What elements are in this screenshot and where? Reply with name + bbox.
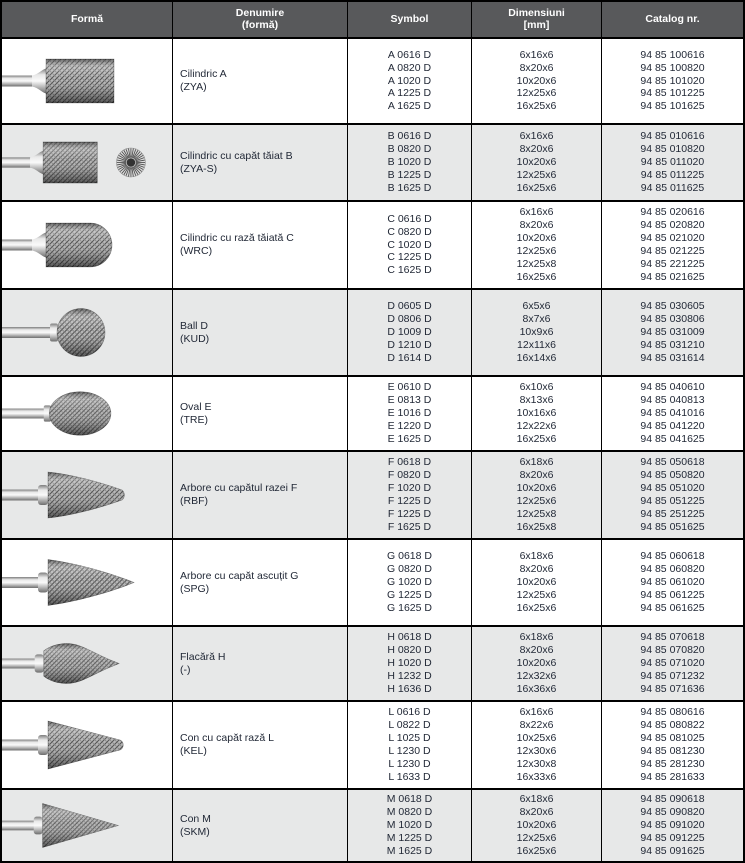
cone-burr-photo — [2, 792, 168, 859]
catalog-number: 94 85 061020 — [640, 576, 705, 589]
symbol-value: G 0820 D — [387, 563, 432, 576]
dimension-value: 16x36x6 — [516, 682, 557, 695]
shape-code: (KUD) — [180, 332, 210, 345]
shape-photo-cell — [2, 290, 172, 375]
symbol-value: E 1220 D — [387, 419, 432, 432]
symbol-value: G 1225 D — [387, 588, 432, 601]
catalog-cell — [601, 540, 743, 625]
symbol-value: H 1636 D — [387, 682, 432, 695]
symbol-value: C 0820 D — [387, 225, 432, 238]
catalog-number: 94 85 061225 — [640, 588, 705, 601]
dimensions-cell — [471, 540, 601, 625]
shape-code: (SPG) — [180, 582, 210, 595]
dimensions-cell — [471, 702, 601, 788]
dimension-value: 12x30x8 — [516, 757, 557, 770]
symbol-value: A 0820 D — [387, 61, 432, 74]
table-row — [2, 37, 743, 123]
catalog-number: 94 85 061625 — [640, 601, 705, 614]
dimension-value: 10x20x6 — [516, 74, 557, 87]
dimensions-cell — [471, 627, 601, 700]
dimensions-cell — [471, 452, 601, 538]
dimension-value: 12x11x6 — [517, 338, 556, 351]
symbol-cell — [347, 627, 471, 700]
catalog-number: 94 85 101225 — [640, 87, 705, 100]
dimension-value: 8x7x6 — [522, 313, 551, 326]
flame-burr-photo — [2, 629, 168, 698]
catalog-cell — [601, 702, 743, 788]
symbol-value: E 0610 D — [387, 381, 432, 394]
symbol-value: F 1020 D — [387, 482, 432, 495]
symbol-value: D 0605 D — [387, 300, 432, 313]
dimension-value: 10x9x6 — [519, 326, 554, 339]
dimension-value: 8x22x6 — [519, 719, 554, 732]
dimension-value: 6x16x6 — [519, 48, 554, 61]
shape-name: Cilindric cu rază tăiată C — [180, 232, 294, 244]
dimension-value: 10x20x6 — [516, 657, 557, 670]
catalog-number: 94 85 100616 — [640, 48, 705, 61]
symbol-value: G 0618 D — [387, 550, 432, 563]
dimension-value: 8x20x6 — [519, 61, 554, 74]
dimension-value: 8x20x6 — [519, 806, 554, 819]
dimension-value: 6x18x6 — [519, 456, 554, 469]
catalog-cell — [601, 39, 743, 123]
symbol-value: F 1225 D — [387, 495, 432, 507]
catalog-number: 94 85 060820 — [640, 563, 705, 576]
table-row — [2, 375, 743, 450]
symbol-value: G 1020 D — [387, 576, 432, 589]
symbol-value: C 0616 D — [387, 212, 432, 225]
catalog-number: 94 85 010616 — [640, 130, 705, 143]
table-body — [2, 37, 743, 861]
catalog-number: 94 85 081230 — [640, 745, 705, 757]
table-row — [2, 288, 743, 375]
shape-name-cell — [172, 39, 347, 123]
dimension-value: 12x25x6 — [516, 831, 557, 844]
catalog-number: 94 85 050820 — [640, 469, 705, 482]
symbol-value: B 1020 D — [387, 156, 432, 169]
symbol-value: M 0820 D — [386, 806, 433, 819]
table-row — [2, 450, 743, 538]
header-label-denumire-sub: (formă) — [241, 18, 279, 31]
dimensions-cell — [471, 39, 601, 123]
symbol-value: A 1020 D — [387, 74, 432, 87]
catalog-number: 94 85 080822 — [640, 719, 705, 732]
dimension-value: 10x20x6 — [516, 156, 557, 169]
dimension-value: 8x20x6 — [519, 219, 554, 232]
catalog-number: 94 85 030806 — [640, 313, 705, 326]
dimension-value: 6x16x6 — [519, 706, 554, 719]
dimension-value: 12x25x6 — [516, 588, 557, 601]
table-row — [2, 700, 743, 788]
dimension-value: 10x20x6 — [516, 819, 557, 832]
symbol-value: F 1625 D — [387, 520, 432, 533]
shape-photo-cell — [2, 790, 172, 861]
catalog-cell — [601, 790, 743, 861]
dimension-value: 12x25x6 — [516, 168, 557, 181]
catalog-number: 94 85 101625 — [640, 100, 705, 113]
header-label-forma: Formă — [70, 12, 104, 25]
shape-photo-cell — [2, 452, 172, 538]
dimensions-cell — [471, 290, 601, 375]
symbol-value: A 0616 D — [387, 48, 432, 61]
shape-photo-cell — [2, 702, 172, 788]
header-label-catalog: Catalog nr. — [645, 12, 700, 25]
ball-burr-photo — [2, 292, 168, 373]
symbol-cell — [347, 540, 471, 625]
dimension-value: 12x25x6 — [516, 87, 557, 100]
shape-code: (SKM) — [180, 825, 210, 838]
symbol-value: D 1009 D — [387, 326, 432, 339]
cylinder-end-cut-burr-photo — [2, 127, 168, 198]
symbol-value: H 0618 D — [387, 631, 432, 644]
dimensions-cell — [471, 790, 601, 861]
symbol-value: H 1232 D — [387, 669, 432, 682]
catalog-number: 94 85 051225 — [640, 495, 705, 507]
catalog-number: 94 85 251225 — [640, 507, 705, 520]
catalog-cell — [601, 125, 743, 200]
shape-name-cell — [172, 202, 347, 288]
symbol-value: M 1020 D — [386, 819, 433, 832]
dimension-value: 12x25x6 — [516, 495, 557, 507]
symbol-value: L 0616 D — [388, 706, 431, 719]
shape-name: Cilindric A — [180, 68, 227, 80]
symbol-value: M 1625 D — [386, 844, 433, 857]
shape-name-cell — [172, 627, 347, 700]
catalog-number: 94 85 041220 — [640, 419, 705, 432]
header-cell-symbol — [347, 2, 471, 37]
catalog-number: 94 85 281633 — [640, 770, 705, 783]
catalog-number: 94 85 011225 — [640, 168, 705, 181]
symbol-cell — [347, 202, 471, 288]
dimension-value: 6x18x6 — [519, 631, 554, 644]
shape-name: Con M — [180, 812, 211, 825]
catalog-number: 94 85 100820 — [640, 61, 705, 74]
shape-photo-cell — [2, 125, 172, 200]
dimension-value: 6x18x6 — [519, 793, 554, 806]
catalog-number: 94 85 041016 — [640, 407, 705, 420]
catalog-number: 94 85 040813 — [640, 394, 705, 407]
catalog-number: 94 85 010820 — [640, 143, 705, 156]
header-label-symbol: Symbol — [390, 12, 429, 25]
shape-code: (RBF) — [180, 495, 208, 507]
shape-photo-cell — [2, 540, 172, 625]
dimension-value: 12x25x8 — [516, 257, 557, 270]
catalog-number: 94 85 011020 — [640, 156, 705, 169]
symbol-value: D 0806 D — [387, 313, 432, 326]
table-header-row — [2, 2, 743, 37]
symbol-value: B 0820 D — [387, 143, 432, 156]
dimension-value: 10x25x6 — [516, 732, 557, 745]
dimension-value: 16x33x6 — [516, 770, 557, 783]
symbol-value: L 1633 D — [388, 770, 431, 783]
catalog-number: 94 85 221225 — [640, 257, 705, 270]
symbol-value: H 1020 D — [387, 657, 432, 670]
symbol-value: C 1020 D — [387, 238, 432, 251]
shape-photo-cell — [2, 377, 172, 450]
symbol-value: E 0813 D — [387, 394, 432, 407]
shape-code: (TRE) — [180, 413, 208, 426]
shape-name: Oval E — [180, 400, 212, 413]
symbol-value: L 0822 D — [388, 719, 431, 732]
tree-radius-burr-photo — [2, 454, 168, 536]
cylinder-burr-photo — [2, 41, 168, 121]
header-cell-catalog — [601, 2, 743, 37]
dimension-value: 10x20x6 — [516, 232, 557, 245]
catalog-number: 94 85 031614 — [640, 351, 705, 364]
symbol-value: D 1614 D — [387, 351, 432, 364]
symbol-cell — [347, 702, 471, 788]
dimension-value: 8x20x6 — [519, 644, 554, 657]
catalog-number: 94 85 011625 — [640, 181, 705, 194]
dimension-value: 16x25x6 — [516, 100, 557, 113]
catalog-number: 94 85 050618 — [640, 456, 705, 469]
shape-name: Flacără H — [180, 650, 226, 663]
dimension-value: 16x25x6 — [516, 181, 557, 194]
symbol-value: B 0616 D — [387, 130, 432, 143]
symbol-value: C 1625 D — [387, 264, 432, 277]
catalog-number: 94 85 041625 — [640, 432, 705, 445]
symbol-cell — [347, 290, 471, 375]
catalog-number: 94 85 060618 — [640, 550, 705, 563]
shape-name-cell — [172, 377, 347, 450]
catalog-number: 94 85 091625 — [640, 844, 705, 857]
shape-code: (-) — [180, 663, 191, 676]
shape-photo-cell — [2, 39, 172, 123]
catalog-number: 94 85 020820 — [640, 219, 705, 232]
dimension-value: 16x25x8 — [516, 520, 557, 533]
shape-code: (KEL) — [180, 745, 207, 757]
catalog-cell — [601, 290, 743, 375]
table-row — [2, 200, 743, 288]
symbol-value: H 0820 D — [387, 644, 432, 657]
shape-name-cell — [172, 702, 347, 788]
catalog-number: 94 85 070820 — [640, 644, 705, 657]
dimension-value: 12x22x6 — [516, 419, 557, 432]
shape-code: (ZYA) — [180, 81, 207, 93]
shape-code: (ZYA-S) — [180, 162, 218, 175]
shape-name-cell — [172, 290, 347, 375]
catalog-number: 94 85 090618 — [640, 793, 705, 806]
catalog-number: 94 85 040610 — [640, 381, 705, 394]
symbol-value: M 1225 D — [386, 831, 433, 844]
dimension-value: 16x25x6 — [516, 601, 557, 614]
symbol-value: B 1225 D — [387, 168, 432, 181]
dimension-value: 10x20x6 — [516, 576, 557, 589]
catalog-number: 94 85 021625 — [640, 270, 705, 283]
dimension-value: 6x10x6 — [519, 381, 554, 394]
catalog-cell — [601, 452, 743, 538]
catalog-number: 94 85 021225 — [640, 245, 705, 257]
catalog-number: 94 85 031210 — [640, 338, 705, 351]
dimension-value: 12x30x6 — [516, 745, 557, 757]
catalog-number: 94 85 071020 — [640, 657, 705, 670]
catalog-number: 94 85 071232 — [640, 669, 705, 682]
header-label-dimensiuni-unit: [mm] — [523, 18, 550, 31]
dimensions-cell — [471, 202, 601, 288]
catalog-cell — [601, 202, 743, 288]
shape-name-cell — [172, 452, 347, 538]
symbol-value: L 1025 D — [388, 732, 431, 745]
shape-name-cell — [172, 540, 347, 625]
symbol-cell — [347, 452, 471, 538]
catalog-number: 94 85 071636 — [640, 682, 705, 695]
catalog-number: 94 85 070618 — [640, 631, 705, 644]
table-row — [2, 538, 743, 625]
symbol-value: G 1625 D — [387, 601, 432, 614]
shape-name: Cilindric cu capăt tăiat B — [180, 149, 293, 162]
symbol-value: E 1016 D — [387, 407, 432, 420]
dimension-value: 8x20x6 — [519, 143, 554, 156]
symbol-value: L 1230 D — [388, 745, 431, 757]
oval-burr-photo — [2, 379, 168, 448]
dimension-value: 8x20x6 — [519, 563, 554, 576]
header-cell-forma — [2, 2, 172, 37]
catalog-number: 94 85 091020 — [640, 819, 705, 832]
symbol-value: F 0618 D — [387, 456, 432, 469]
symbol-value: D 1210 D — [387, 338, 432, 351]
catalog-number: 94 85 030605 — [640, 300, 705, 313]
catalog-number: 94 85 101020 — [640, 74, 705, 87]
cylinder-radius-burr-photo — [2, 204, 168, 286]
dimension-value: 6x18x6 — [519, 550, 554, 563]
symbol-value: L 1230 D — [388, 757, 431, 770]
symbol-cell — [347, 790, 471, 861]
dimension-value: 12x25x8 — [516, 507, 557, 520]
shape-name: Ball D — [180, 319, 209, 332]
shape-name: Arbore cu capătul razei F — [180, 482, 298, 494]
shape-name-cell — [172, 125, 347, 200]
dimension-value: 16x25x6 — [516, 270, 557, 283]
dimension-value: 10x16x6 — [516, 407, 557, 420]
catalog-number: 94 85 091225 — [640, 831, 705, 844]
dimensions-cell — [471, 377, 601, 450]
symbol-value: F 1225 D — [387, 507, 432, 520]
catalog-number: 94 85 031009 — [640, 326, 705, 339]
header-label-dimensiuni: Dimensiuni — [508, 7, 565, 19]
symbol-value: B 1625 D — [387, 181, 432, 194]
symbol-value: E 1625 D — [387, 432, 432, 445]
dimension-value: 16x25x6 — [516, 844, 557, 857]
symbol-cell — [347, 125, 471, 200]
catalog-number: 94 85 020616 — [640, 206, 705, 219]
header-cell-dimensiuni — [471, 2, 601, 37]
symbol-value: A 1625 D — [387, 100, 432, 113]
catalog-cell — [601, 377, 743, 450]
tree-point-burr-photo — [2, 542, 168, 623]
symbol-value: F 0820 D — [387, 469, 432, 482]
table-row — [2, 625, 743, 700]
table-row — [2, 788, 743, 861]
dimension-value: 6x16x6 — [519, 206, 554, 219]
dimension-value: 8x13x6 — [519, 394, 554, 407]
shape-name: Con cu capăt rază L — [180, 732, 274, 744]
dimension-value: 16x14x6 — [516, 351, 557, 364]
table-row — [2, 123, 743, 200]
catalog-cell — [601, 627, 743, 700]
dimension-value: 10x20x6 — [516, 482, 557, 495]
shape-photo-cell — [2, 202, 172, 288]
dimension-value: 8x20x6 — [519, 469, 554, 482]
catalog-number: 94 85 021020 — [640, 232, 705, 245]
shape-name: Arbore cu capăt ascuțit G — [180, 569, 299, 582]
symbol-cell — [347, 39, 471, 123]
symbol-value: A 1225 D — [387, 87, 432, 100]
dimension-value: 16x25x6 — [516, 432, 557, 445]
shape-name-cell — [172, 790, 347, 861]
catalog-number: 94 85 051020 — [640, 482, 705, 495]
cone-radius-burr-photo — [2, 704, 168, 786]
catalog-number: 94 85 051625 — [640, 520, 705, 533]
symbol-value: C 1225 D — [387, 251, 432, 264]
dimensions-cell — [471, 125, 601, 200]
shape-photo-cell — [2, 627, 172, 700]
catalog-number: 94 85 090820 — [640, 806, 705, 819]
symbol-value: M 0618 D — [386, 793, 433, 806]
header-cell-denumire — [172, 2, 347, 37]
header-label-denumire: Denumire — [235, 7, 285, 19]
catalog-number: 94 85 281230 — [640, 757, 705, 770]
shape-code: (WRC) — [180, 245, 213, 257]
dimension-value: 6x16x6 — [519, 130, 554, 143]
dimension-value: 6x5x6 — [522, 300, 551, 313]
catalog-number: 94 85 080616 — [640, 706, 705, 719]
dimension-value: 12x32x6 — [516, 669, 557, 682]
catalog-number: 94 85 081025 — [640, 732, 705, 745]
symbol-cell — [347, 377, 471, 450]
dimension-value: 12x25x6 — [516, 245, 557, 257]
